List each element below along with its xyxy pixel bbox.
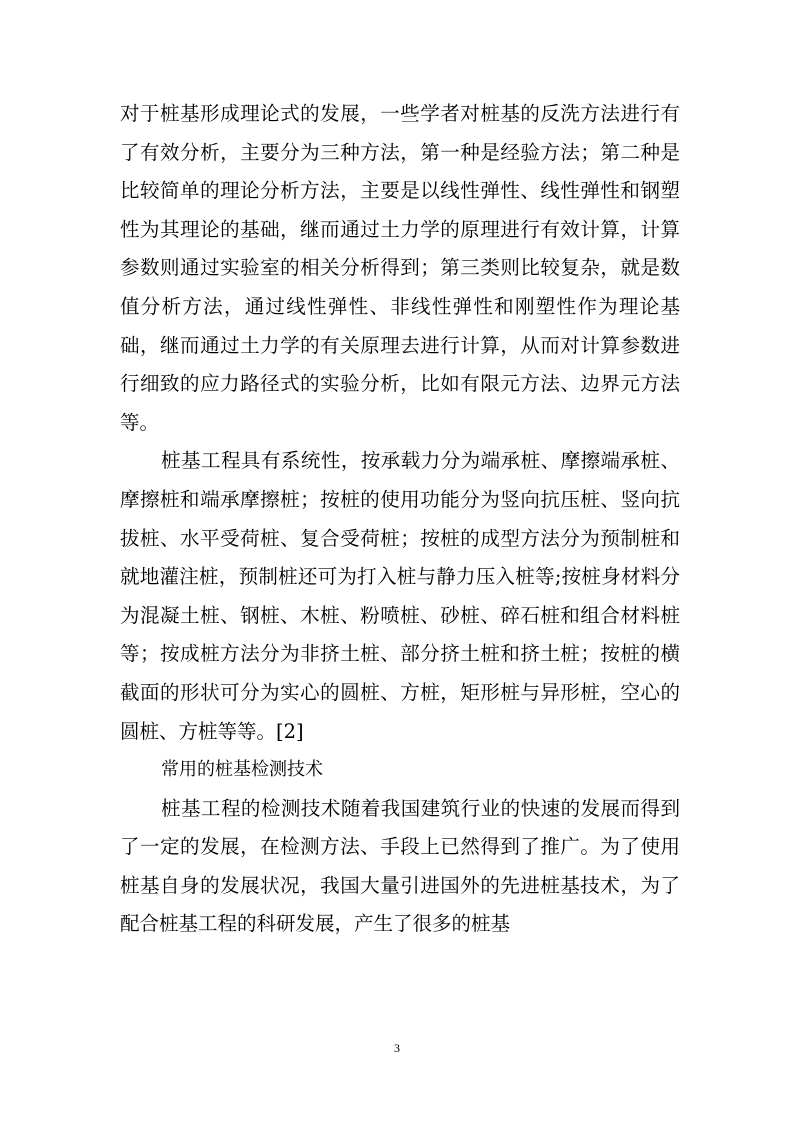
document-body <box>120 95 680 944</box>
page-number: 3 <box>394 1041 400 1055</box>
paragraph-pile-classification: 桩基工程具有系统性，按承载力分为端承桩、摩擦端承桩、摩擦桩和端承摩擦桩；按桩的使用功能分为竖向抗压桩、竖向抗拔桩、水平受荷桩、复合受荷桩；按桩的成型方法分为预制桩和就地灌注桩，预制桩还可为打入桩与静力压入桩等;按桩身材料分为混凝土桩、钢桩、木桩、粉喷桩、砂桩、碎石桩和组合材料桩等；按成桩方法分为非挤土桩、部分挤土桩和挤土桩；按桩的横截面的形状可分为实心的圆桩、方桩，矩形桩与异形桩，空心的圆桩、方桩等等。[2] <box>120 449 680 743</box>
paragraph-detection-technology: 桩基工程的检测技术随着我国建筑行业的快速的发展而得到了一定的发展，在检测方法、手段上已然得到了推广。为了使用桩基自身的发展状况，我国大量引进国外的先进桩基技术，为了配合桩基工程的科研发展，产生了很多的桩基 <box>120 796 680 936</box>
section-heading: 常用的桩基检测技术 <box>161 759 323 781</box>
paragraph-pile-theory: 对于桩基形成理论式的发展，一些学者对桩基的反洗方法进行有了有效分析，主要分为三种方法，第一种是经验方法；第二种是比较简单的理论分析方法，主要是以线性弹性、线性弹性和钢塑性为其理论的基础，继而通过土力学的原理进行有效计算，计算参数则通过实验室的相关分析得到；第三类则比较复杂，就是数值分析方法，通过线性弹性、非线性弹性和刚塑性作为理论基础，继而通过土力学的有关原理去进行计算，从而对计算参数进行细致的应力路径式的实验分析，比如有限元方法、边界元方法等。 <box>120 102 680 434</box>
